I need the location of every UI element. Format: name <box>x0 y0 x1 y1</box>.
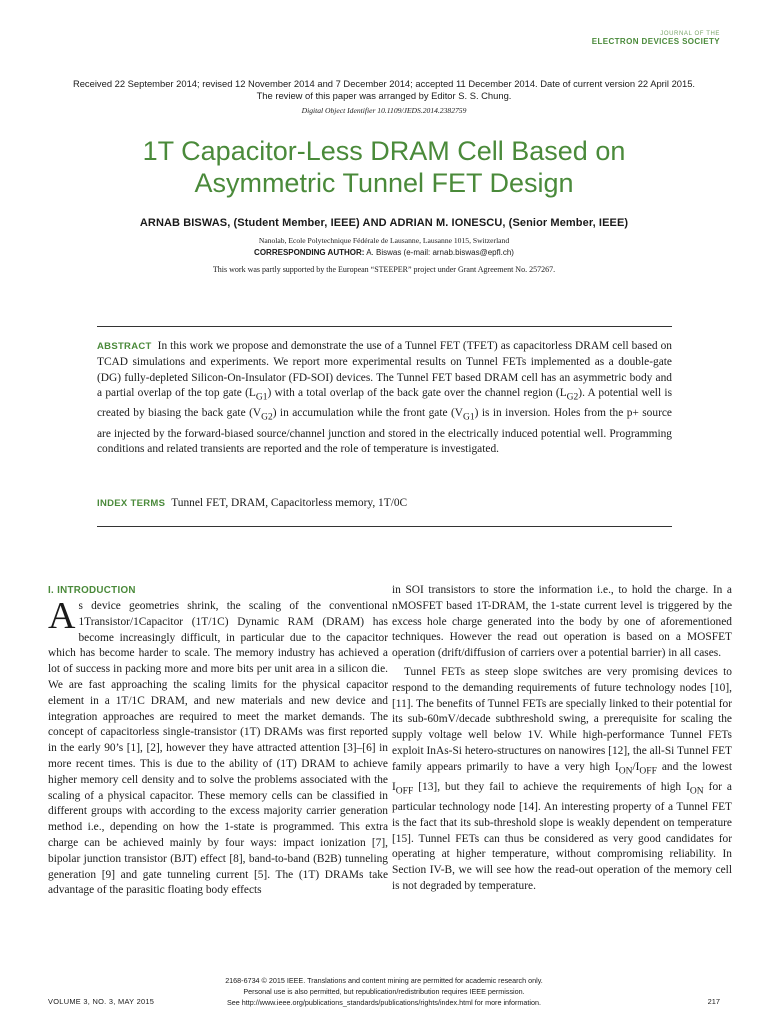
page-number: 217 <box>707 997 720 1006</box>
paragraph-text: for a particular technology node [14]. An interesting property of a Tunnel FET is the fact that its sub-threshold slope is weakly dependent on temperature [15]. Tunnel FETs can thus be considered as very good candidates for operating at higher temperature, without compromising reliability. In Section IV-B, we will see how the read-out operation of the memory cell is not degraded by temperature. <box>392 780 732 892</box>
paper-title <box>40 135 728 199</box>
received-dates <box>40 78 728 102</box>
subscript: ON <box>618 766 633 777</box>
paragraph-text: and the lowest I <box>392 760 732 793</box>
abstract-text: In this work we propose and demonstrate the use of a Tunnel FET (TFET) as capacitorless DRAM cell based on TCAD simulations and experiments. We report more experimental results on Tunnel FETs implemented as a double-gate (DG) fully-depleted Silicon-On-Insulator (FD-SOI) devices. The Tunnel FET based DRAM cell has an asymmetric body and a partial overlap of the top gate (L <box>97 340 672 400</box>
abstract <box>97 339 672 458</box>
abstract-text: ) with a total overlap of the back gate over the channel region (L <box>267 387 567 400</box>
column-right <box>392 583 732 895</box>
journal-name-line1: JOURNAL OF THE <box>660 31 720 37</box>
section-heading: I. INTRODUCTION <box>48 585 136 596</box>
journal-name-line2: ELECTRON DEVICES SOCIETY <box>591 37 720 46</box>
copyright-line-1: 2168-6734 © 2015 IEEE. Translations and content mining are permitted for academic research only. <box>225 976 543 985</box>
paragraph-text: [13], but they fail to achieve the requirements of high I <box>413 780 690 793</box>
copyright-line-3: See http://www.ieee.org/publications_standards/publications/rights/index.html for more information. <box>226 998 542 1007</box>
subscript: OFF <box>395 786 414 797</box>
affiliation: Nanolab, Ecole Polytechnique Fédérale de Lausanne, Lausanne 1015, Switzerland <box>258 236 510 245</box>
paragraph-text: Tunnel FETs as steep slope switches are very promising devices to respond to the demanding requirements of future technology nodes [10], [11]. The benefits of Tunnel FETs are specially linked to their potential for its sub-60mV/decade subthreshold swing, a prerequisite for scaling the supply voltage well below 1V. While high-performance Tunnel FETs exploit InAs-Si hetero-structures on nanowires [12], the all-Si Tunnel FET family appears primarily to have a very high I <box>392 665 732 773</box>
intro-paragraph-1-continued: in SOI transistors to store the information i.e., to hold the charge. In a nMOSFET based 1T-DRAM, the 1-state current level is triggered by the excess hole charge generated into the body by one of aforementioned techniques. However the read out operation is based on a MOSFET operation (drift/diffusion of carriers over a potential barrier) in all cases. <box>392 584 732 660</box>
intro-paragraph-1 <box>48 595 388 899</box>
abstract-bottom-rule <box>97 526 672 527</box>
index-terms-text: Tunnel FET, DRAM, Capacitorless memory, 1T/0C <box>171 497 408 509</box>
volume-info: VOLUME 3, NO. 3, MAY 2015 <box>48 997 155 1006</box>
abstract-text: ) in accumulation while the front gate (V <box>272 407 464 420</box>
title-line-1: 1T Capacitor-Less DRAM Cell Based on <box>142 136 626 166</box>
corresponding-label: CORRESPONDING AUTHOR: <box>254 248 365 257</box>
index-terms <box>97 496 672 511</box>
corresponding-text: A. Biswas (e-mail: arnab.biswas@epfl.ch) <box>364 248 514 257</box>
subscript: OFF <box>639 766 657 777</box>
author-list: ARNAB BISWAS, (Student Member, IEEE) AND ADRIAN M. IONESCU, (Senior Member, IEEE) <box>139 217 629 229</box>
copyright-line-2: Personal use is also permitted, but republication/redistribution requires IEEE permission. <box>243 987 525 996</box>
copyright-notice <box>100 975 668 1008</box>
column-left <box>48 583 388 899</box>
intro-paragraph-2 <box>392 665 732 895</box>
subscript: G1 <box>463 412 475 423</box>
abstract-label: ABSTRACT <box>97 341 152 352</box>
received-line: Received 22 September 2014; revised 12 November 2014 and 7 December 2014; accepted 11 December 2014. Date of current version 22 April 2015. <box>72 78 696 89</box>
journal-masthead <box>592 31 720 46</box>
subscript: G2 <box>566 392 579 403</box>
paragraph-text: /I <box>632 760 640 773</box>
subscript: ON <box>689 786 704 797</box>
index-terms-label: INDEX TERMS <box>97 498 166 509</box>
abstract-top-rule <box>97 326 672 327</box>
title-line-2: Asymmetric Tunnel FET Design <box>194 168 574 198</box>
subscript: G2 <box>261 412 273 423</box>
subscript: G1 <box>255 392 268 403</box>
corresponding-author <box>40 248 728 257</box>
drop-cap: A <box>48 595 76 637</box>
doi: Digital Object Identifier 10.1109/JEDS.2014.2382759 <box>301 106 467 115</box>
abstract-text: ) is in inversion. Holes from the p+ source are injected by the forward-biased source/channel junction and stored in the electrically induced potential well. Programming conditions and related transients are reported and the role of temperature is investigated. <box>97 407 672 456</box>
funding-note: This work was partly supported by the European “STEEPER” project under Grant Agreement No. 257267. <box>212 265 556 274</box>
editor-line: The review of this paper was arranged by Editor S. S. Chung. <box>256 90 512 101</box>
paragraph-text: s device geometries shrink, the scaling of the conventional 1Transistor/1Capacitor (1T/1C) Dynamic RAM (DRAM) has become increasingly difficult, in particular due to the capacitor which has become harder to scale. The memory industry has achieved a lot of success in packing more and more bits per unit area in a silicon die. We are fast approaching the scaling limits for the physical capacitor element in a 1T/1C DRAM, and new materials and new device and integration approaches are required to meet the market demands. The concept of capacitorless single-transistor (1T) DRAMs was first reported in the early 90’s [1], [2], however they have attracted attention [3]–[6] in more recent times. This is due to the ability of (1T) DRAM to achieve higher memory cell density and to solve the problems associated with the scaling of a physical capacitor. These memory cells can be classified in different groups with according to the excess majority carrier generation method i.e., depending on how the 1-state is programmed. This extra charge can be achieved mainly by four ways: impact ionization [7], bipolar junction transistor (BJT) effect [8], band-to-band (B2B) tunneling generation [9] and gate tunneling current [5]. The (1T) DRAMs take advantage of the parasitic floating body effects <box>48 600 388 897</box>
abstract-text: ). A potential well is created by biasing the back gate (V <box>97 387 672 420</box>
